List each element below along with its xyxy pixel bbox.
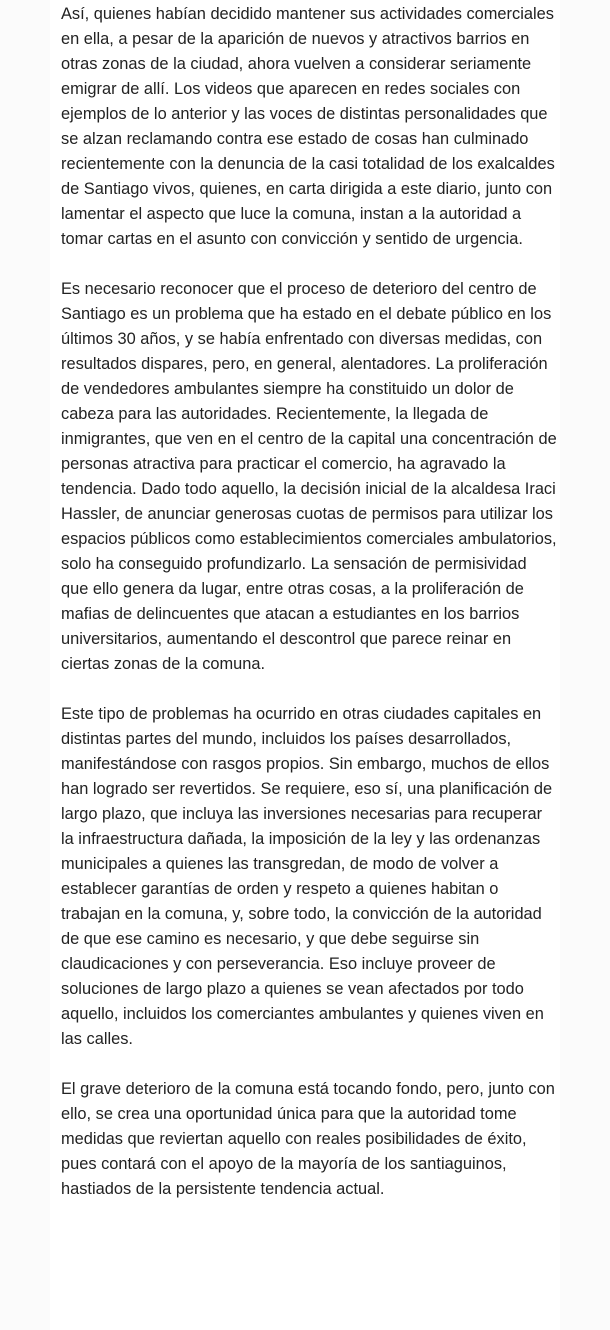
article-body [61, 2, 558, 1227]
left-margin [0, 0, 50, 1330]
article-paragraph-2: Es necesario reconocer que el proceso de deterioro del centro de Santiago es un problema que ha estado en el debate público en los últimos 30 años, y se había enfrentado con diversas medidas, con resultados dispares, pero, en general, alentadores. La proliferación de vendedores ambulantes siempre ha constituido un dolor de cabeza para las autoridades. Recientemente, la llegada de inmigrantes, que ven en el centro de la capital una concentración de personas atractiva para practicar el comercio, ha agravado la tendencia. Dado todo aquello, la decisión inicial de la alcaldesa Iraci Hassler, de anunciar generosas cuotas de permisos para utilizar los espacios públicos como establecimientos comerciales ambulatorios, solo ha conseguido profundizarlo. La sensación de permisividad que ello genera da lugar, entre otras cosas, a la proliferación de mafias de delincuentes que atacan a estudiantes en los barrios universitarios, aumentando el descontrol que parece reinar en ciertas zonas de la comuna. [61, 280, 557, 673]
article-paragraph-1: Así, quienes habían decidido mantener sus actividades comerciales en ella, a pesar de la aparición de nuevos y atractivos barrios en otras zonas de la ciudad, ahora vuelven a considerar seriamente emigrar de allí. Los videos que aparecen en redes sociales con ejemplos de lo anterior y las voces de distintas personalidades que se alzan reclamando contra ese estado de cosas han culminado recientemente con la denuncia de la casi totalidad de los exalcaldes de Santiago vivos, quienes, en carta dirigida a este diario, junto con lamentar el aspecto que luce la comuna, instan a la autoridad a tomar cartas en el asunto con convicción y sentido de urgencia. [61, 5, 555, 248]
right-margin [560, 0, 610, 1330]
article-paragraph-3: Este tipo de problemas ha ocurrido en otras ciudades capitales en distintas partes del mundo, incluidos los países desarrollados, manifestándose con rasgos propios. Sin embargo, muchos de ellos han logrado ser revertidos. Se requiere, eso sí, una planificación de largo plazo, que incluya las inversiones necesarias para recuperar la infraestructura dañada, la imposición de la ley y las ordenanzas municipales a quienes las transgredan, de modo de volver a establecer garantías de orden y respeto a quienes habitan o trabajan en la comuna, y, sobre todo, la convicción de la autoridad de que ese camino es necesario, y que debe seguirse sin claudicaciones y con perseverancia. Eso incluye proveer de soluciones de largo plazo a quienes se vean afectados por todo aquello, incluidos los comerciantes ambulantes y quienes viven en las calles. [61, 705, 553, 1048]
article-paragraph-4: El grave deterioro de la comuna está tocando fondo, pero, junto con ello, se crea una oportunidad única para que la autoridad tome medidas que reviertan aquello con reales posibilidades de éxito, pues contará con el apoyo de la mayoría de los santiaguinos, hastiados de la persistente tendencia actual. [61, 1080, 555, 1198]
